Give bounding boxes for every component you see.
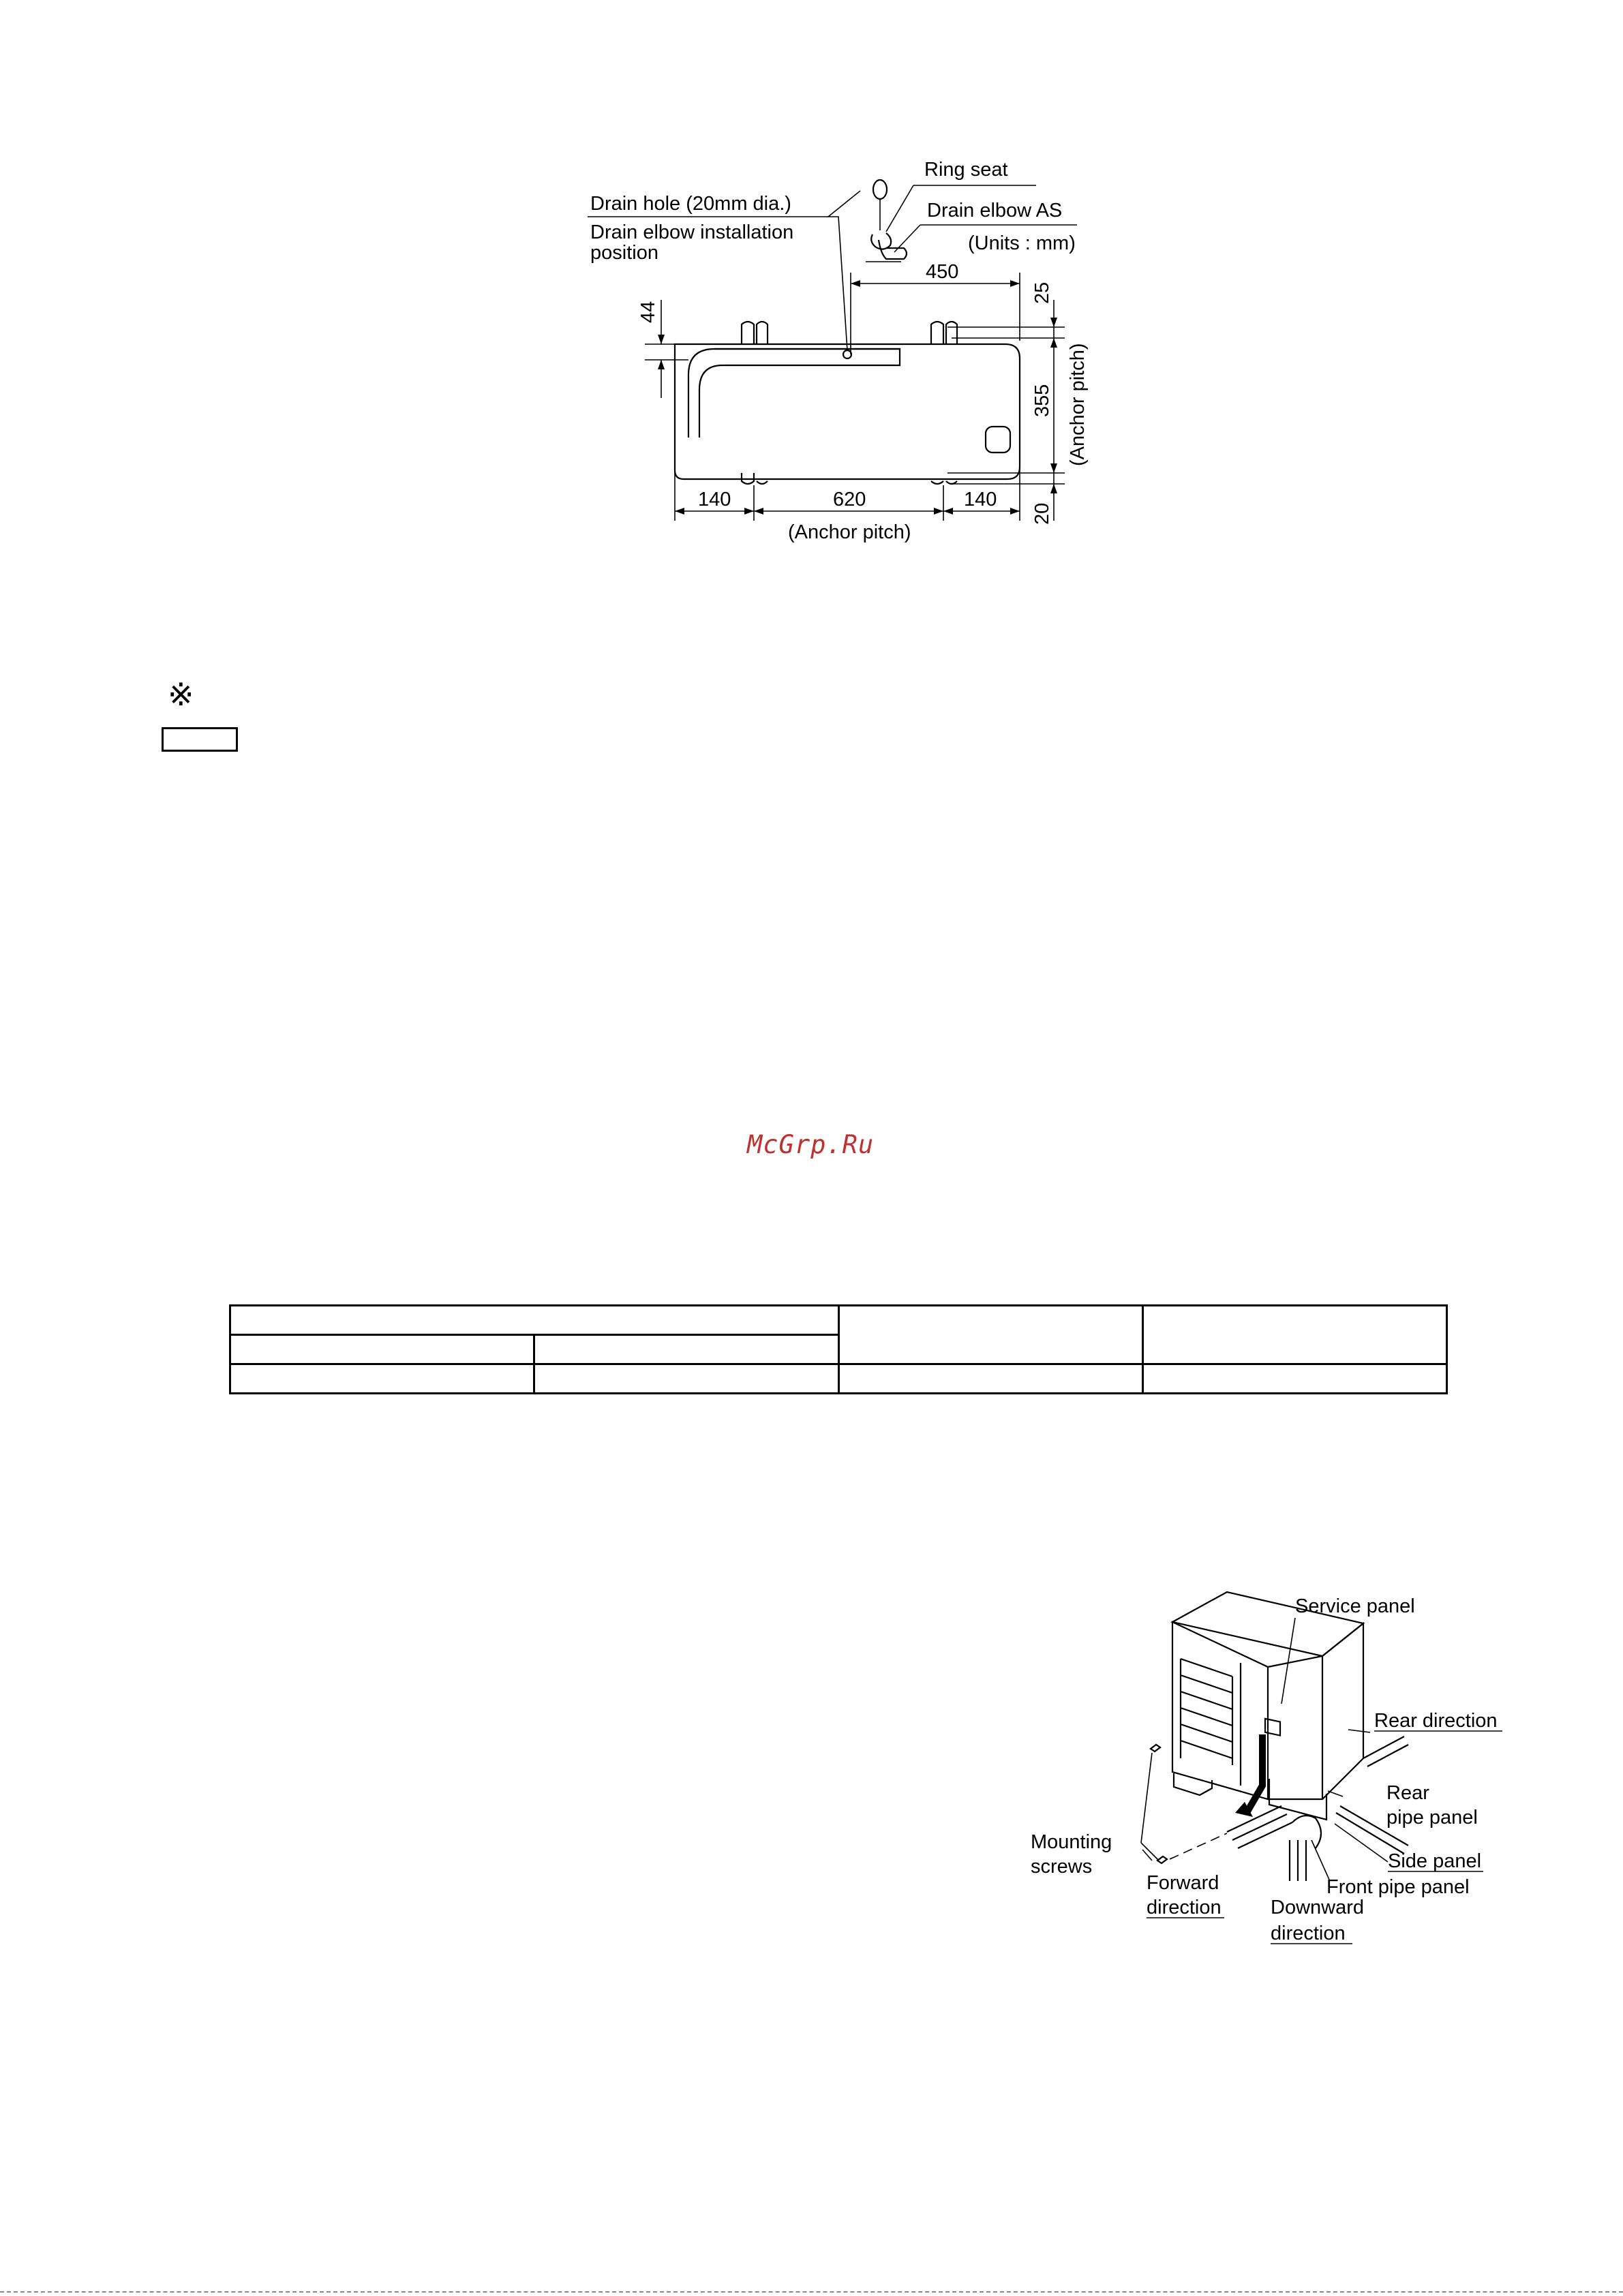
label-forward-direction: direction xyxy=(1147,1897,1222,1918)
label-elbow-position-2: position xyxy=(590,242,658,264)
page-bottom-divider xyxy=(0,2291,1623,2293)
dim-620: 620 xyxy=(833,489,866,510)
dim-20: 20 xyxy=(1031,502,1053,525)
dim-44: 44 xyxy=(637,301,659,323)
label-pipe-panel: pipe panel xyxy=(1386,1807,1478,1828)
label-mounting: Mounting xyxy=(1031,1831,1112,1853)
label-elbow-position-1: Drain elbow installation xyxy=(590,221,794,243)
label-rear: Rear xyxy=(1386,1782,1429,1804)
watermark: McGrp.Ru xyxy=(747,1130,875,1159)
dim-anchor-pitch-side: (Anchor pitch) xyxy=(1067,343,1089,466)
label-front-pipe-panel: Front pipe panel xyxy=(1326,1876,1470,1898)
dim-140-right: 140 xyxy=(964,489,997,510)
label-downward-direction: direction xyxy=(1271,1923,1346,1944)
label-drain-elbow-as: Drain elbow AS xyxy=(927,200,1063,221)
label-ring-seat: Ring seat xyxy=(924,159,1008,181)
outdoor-unit-body xyxy=(1172,1592,1363,1820)
dim-25: 25 xyxy=(1031,281,1053,304)
pipes xyxy=(1227,1736,1408,1881)
dim-450: 450 xyxy=(926,261,959,283)
label-forward: Forward xyxy=(1147,1872,1219,1894)
label-drain-hole: Drain hole (20mm dia.) xyxy=(590,193,791,215)
reference-mark: ※ xyxy=(168,677,194,712)
mounting-screws xyxy=(1151,1745,1227,1863)
dim-355: 355 xyxy=(1031,384,1053,417)
label-service-panel: Service panel xyxy=(1295,1595,1415,1617)
dim-140-left: 140 xyxy=(698,489,731,510)
label-side-panel: Side panel xyxy=(1388,1850,1482,1872)
label-rear-direction: Rear direction xyxy=(1374,1710,1498,1732)
label-downward: Downward xyxy=(1271,1897,1364,1918)
label-screws: screws xyxy=(1031,1856,1093,1878)
dim-anchor-pitch-bottom: (Anchor pitch) xyxy=(788,521,911,543)
label-units: (Units : mm) xyxy=(968,232,1076,254)
